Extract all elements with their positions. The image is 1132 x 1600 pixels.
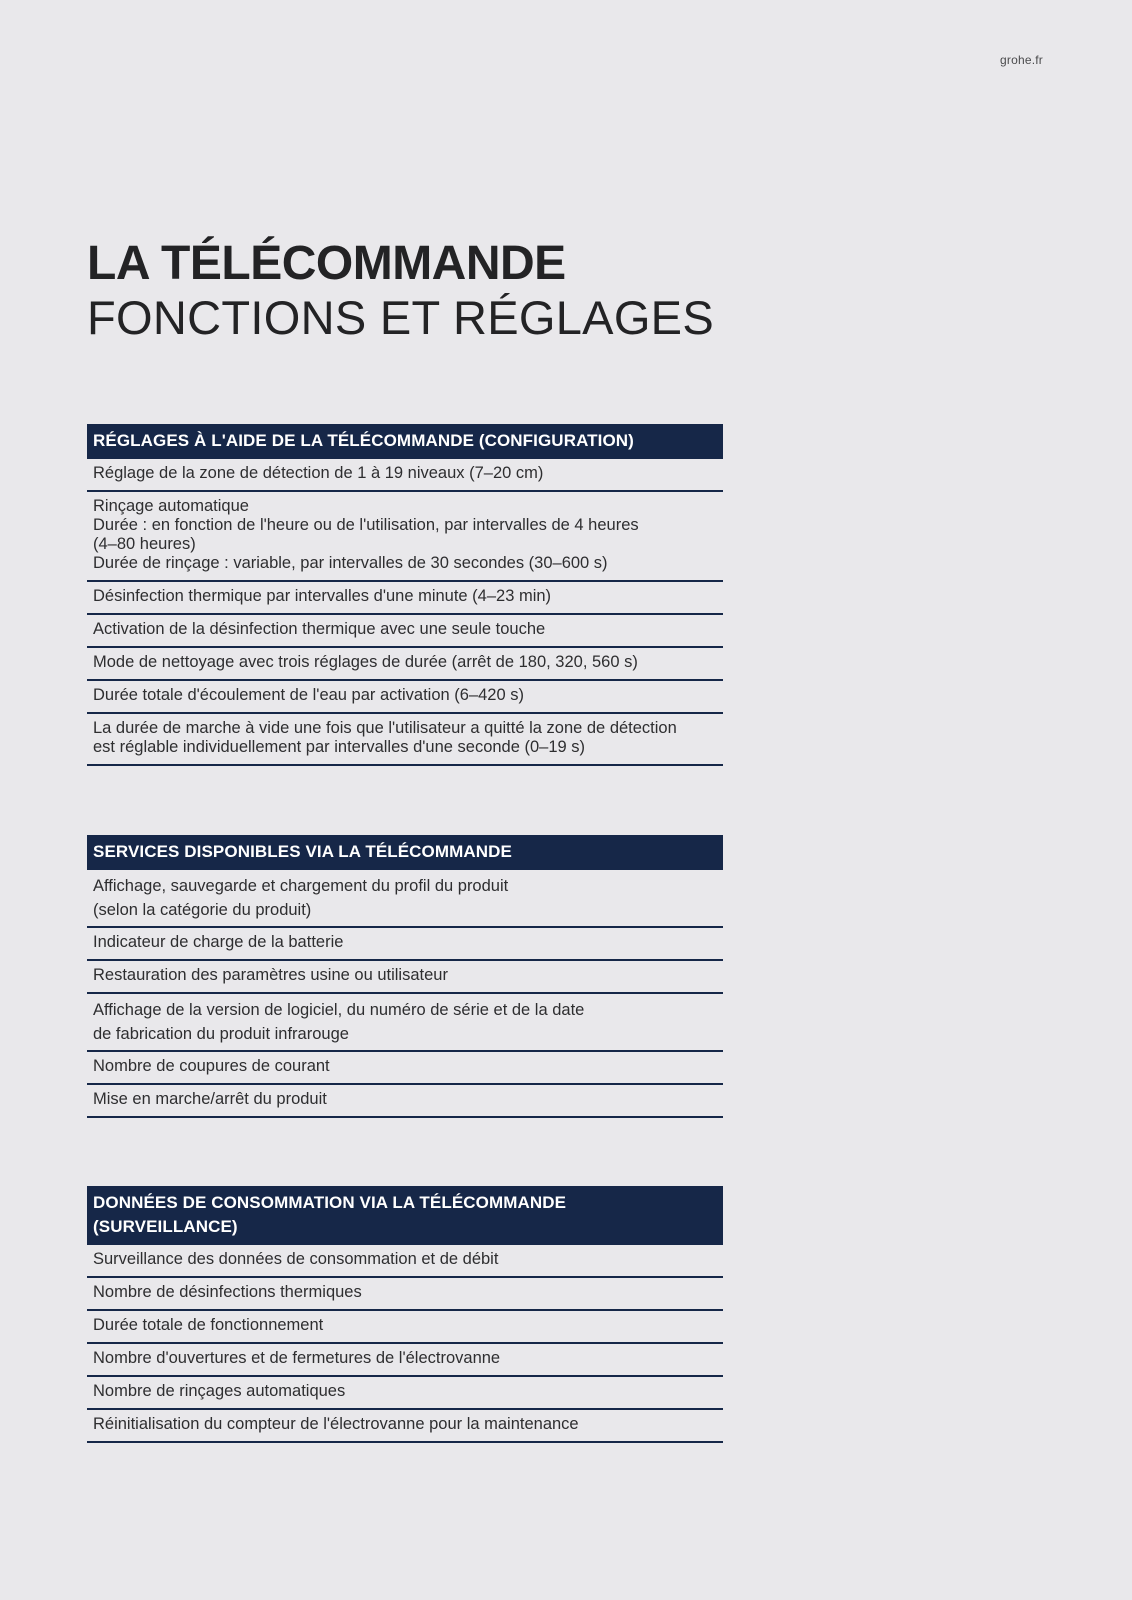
row-text: Nombre de désinfections thermiques bbox=[93, 1283, 362, 1301]
row-text: est réglable individuellement par intervalles d'une seconde (0–19 s) bbox=[93, 738, 586, 756]
section-heading-line: DONNÉES DE CONSOMMATION VIA LA TÉLÉCOMMANDE bbox=[93, 1193, 567, 1212]
row-text: Mode de nettoyage avec trois réglages de durée (arrêt de 180, 320, 560 s) bbox=[93, 653, 638, 671]
table-row bbox=[87, 870, 723, 928]
row-text: Affichage, sauvegarde et chargement du profil du produit bbox=[93, 877, 509, 895]
row-text: Durée totale d'écoulement de l'eau par activation (6–420 s) bbox=[93, 686, 524, 704]
page-subtitle: FONCTIONS ET RÉGLAGES bbox=[87, 291, 714, 344]
row-text: Restauration des paramètres usine ou utilisateur bbox=[93, 966, 448, 984]
section-services bbox=[87, 835, 723, 1118]
table-row bbox=[87, 681, 723, 714]
section-configuration bbox=[87, 424, 723, 766]
table-row bbox=[87, 1311, 723, 1344]
table-row bbox=[87, 1377, 723, 1410]
row-text: Indicateur de charge de la batterie bbox=[93, 933, 344, 951]
table-row bbox=[87, 1245, 723, 1278]
row-text: Désinfection thermique par intervalles d'une minute (4–23 min) bbox=[93, 587, 552, 605]
row-text: Rinçage automatique bbox=[93, 497, 249, 515]
table-row bbox=[87, 1410, 723, 1443]
row-text: Affichage de la version de logiciel, du numéro de série et de la date bbox=[93, 1001, 585, 1019]
section-heading: RÉGLAGES À L'AIDE DE LA TÉLÉCOMMANDE (CONFIGURATION) bbox=[87, 424, 723, 459]
table-row bbox=[87, 994, 723, 1052]
table-row bbox=[87, 615, 723, 648]
row-text: Réinitialisation du compteur de l'électrovanne pour la maintenance bbox=[93, 1415, 579, 1433]
table-row bbox=[87, 928, 723, 961]
row-text: Durée totale de fonctionnement bbox=[93, 1316, 324, 1334]
section-heading: SERVICES DISPONIBLES VIA LA TÉLÉCOMMANDE bbox=[87, 835, 723, 870]
row-text: Durée de rinçage : variable, par intervalles de 30 secondes (30–600 s) bbox=[93, 554, 608, 572]
page-title: LA TÉLÉCOMMANDE bbox=[87, 237, 566, 290]
row-text: Nombre de coupures de courant bbox=[93, 1057, 330, 1075]
row-text: Activation de la désinfection thermique avec une seule touche bbox=[93, 620, 546, 638]
section-heading bbox=[87, 1186, 723, 1245]
table-row bbox=[87, 961, 723, 994]
row-text: Mise en marche/arrêt du produit bbox=[93, 1090, 327, 1108]
row-text: (4–80 heures) bbox=[93, 535, 196, 553]
table-row bbox=[87, 492, 723, 582]
row-text: Surveillance des données de consommation et de débit bbox=[93, 1250, 499, 1268]
row-text: La durée de marche à vide une fois que l'utilisateur a quitté la zone de détection bbox=[93, 719, 677, 737]
table-row bbox=[87, 1278, 723, 1311]
row-text: Durée : en fonction de l'heure ou de l'utilisation, par intervalles de 4 heures bbox=[93, 516, 639, 534]
table-row bbox=[87, 1344, 723, 1377]
row-text: de fabrication du produit infrarouge bbox=[93, 1025, 349, 1043]
table-row bbox=[87, 459, 723, 492]
section-consumption bbox=[87, 1186, 723, 1443]
table-row bbox=[87, 714, 723, 766]
row-text: Nombre d'ouvertures et de fermetures de l'électrovanne bbox=[93, 1349, 501, 1367]
site-url[interactable]: grohe.fr bbox=[1000, 53, 1043, 67]
row-text: (selon la catégorie du produit) bbox=[93, 901, 312, 919]
title-block bbox=[87, 238, 714, 346]
table-row bbox=[87, 582, 723, 615]
table-row bbox=[87, 648, 723, 681]
row-text: Réglage de la zone de détection de 1 à 19 niveaux (7–20 cm) bbox=[93, 464, 544, 482]
section-heading-line: (SURVEILLANCE) bbox=[93, 1217, 238, 1236]
table-row bbox=[87, 1085, 723, 1118]
table-row bbox=[87, 1052, 723, 1085]
row-text: Nombre de rinçages automatiques bbox=[93, 1382, 346, 1400]
